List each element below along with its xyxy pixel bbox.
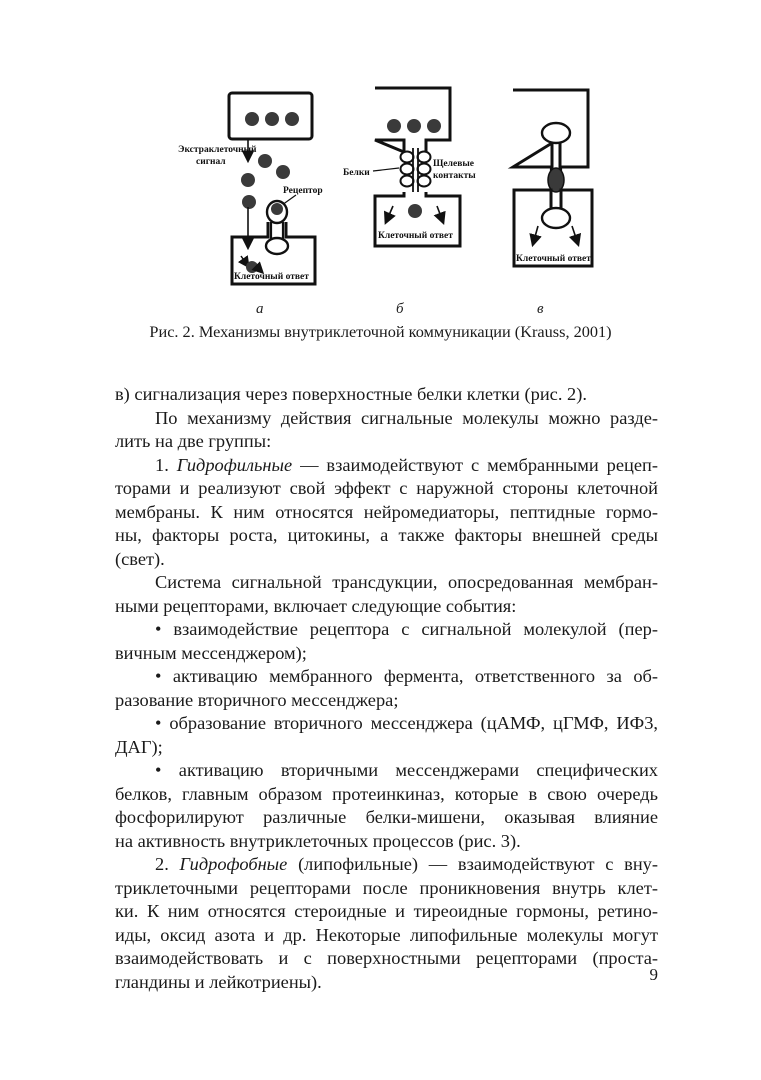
text-line: 1. Гидрофильные — взаимодействуют с мембранными рецеп- — [155, 454, 659, 475]
cell-response-label-c: Клеточный ответ — [516, 254, 591, 264]
body-text — [115, 383, 658, 994]
panel-a-diagram — [178, 93, 323, 284]
page-number: 9 — [649, 965, 658, 984]
gap-junctions-label-1: Щелевые — [433, 159, 474, 169]
text-line: ДАГ); — [115, 736, 163, 757]
cell-communication-figure — [0, 0, 761, 320]
text-line: взаимодействовать и с поверхностными рецепторами (проста- — [115, 948, 658, 968]
proteins-label: Белки — [343, 168, 370, 178]
text-line: мембраны. К ним относятся нейромедиаторы, пептидные гормо- — [115, 501, 658, 522]
text-line: фосфорилируют различные белки-мишени, оказывая влияние — [115, 807, 658, 827]
panel-letter-b: б — [396, 301, 404, 317]
panel-c-diagram — [513, 90, 592, 266]
text-line: триклеточными рецепторами после проникновения внутрь клет- — [115, 877, 658, 898]
text-line: вичным мессенджером); — [115, 642, 307, 663]
figure-caption: Рис. 2. Механизмы внутриклеточной коммуникации (Krauss, 2001) — [149, 322, 612, 341]
text-line: ны, факторы роста, цитокины, а также факторы внешней среды — [115, 525, 658, 545]
text-line: торами и реализуют свой эффект с наружной стороны клеточной — [115, 478, 658, 498]
text-line: По механизму действия сигнальные молекулы можно разде- — [155, 407, 658, 428]
text-line: (свет). — [115, 548, 165, 569]
text-line: Система сигнальной трансдукции, опосредованная мембран- — [155, 572, 658, 592]
text-line: 2. Гидрофобные (липофильные) — взаимодействуют с вну- — [155, 854, 658, 874]
list-item: • активацию мембранного фермента, ответственного за об- — [155, 666, 658, 686]
list-item: • активацию вторичными мессенджерами специфических — [155, 760, 658, 780]
text-line: иды, оксид азота и др. Некоторые липофильные молекулы могут — [115, 924, 658, 945]
extracellular-signal-label-2: сигнал — [196, 157, 226, 167]
receptor-label: Рецептор — [283, 186, 323, 196]
text-line: ными рецепторами, включает следующие события: — [115, 595, 517, 616]
extracellular-signal-label-1: Экстраклеточный — [178, 145, 257, 155]
text-line: в) сигнализация через поверхностные белки клетки (рис. 2). — [115, 384, 587, 404]
gap-junctions-label-2: контакты — [433, 171, 476, 181]
text-line: гландины и лейкотриены). — [115, 971, 322, 992]
list-item: • взаимодействие рецептора с сигнальной молекулой (пер- — [155, 619, 658, 639]
panel-letter-c: в — [537, 301, 544, 317]
text-line: ки. К ним относятся стероидные и тиреоидные гормоны, ретино- — [115, 901, 658, 921]
term-hydrophilic: Гидрофильные — [176, 454, 293, 475]
panel-b-diagram — [343, 88, 476, 246]
text-line: разование вторичного мессенджера; — [115, 689, 399, 710]
list-item: • образование вторичного мессенджера (цАМФ, цГМФ, ИФ3, — [155, 713, 658, 733]
term-hydrophobic: Гидрофобные — [179, 854, 288, 874]
text-line: лить на две группы: — [115, 431, 272, 451]
panel-letter-a: а — [256, 301, 264, 317]
cell-response-label-b: Клеточный ответ — [378, 231, 453, 241]
text-line: белков, главным образом протеинкиназ, которые в свою очередь — [115, 783, 658, 804]
text-line: на активность внутриклеточных процессов (рис. 3). — [115, 830, 521, 851]
cell-response-label-a: Клеточный ответ — [234, 272, 309, 282]
